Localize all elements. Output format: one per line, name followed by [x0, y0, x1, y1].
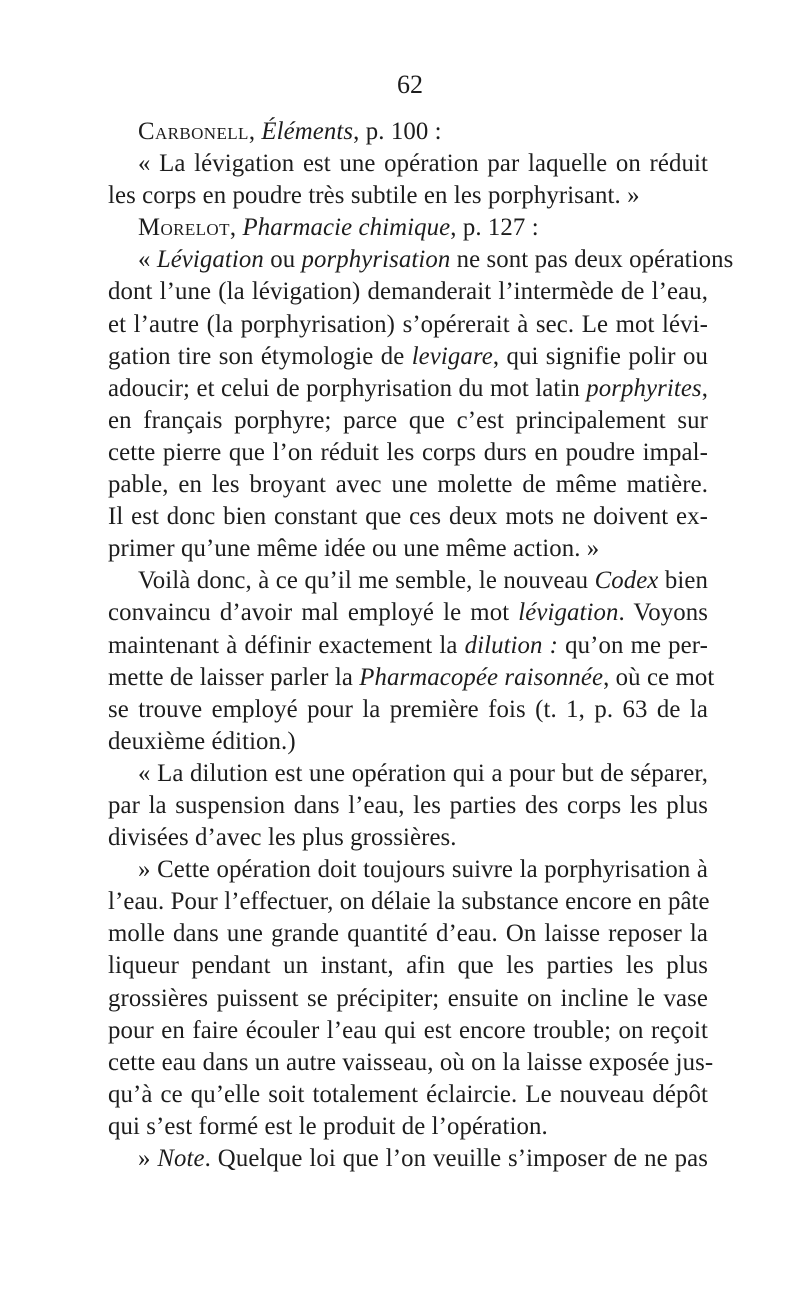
text-line	[108, 373, 708, 405]
author-name: Morelot	[138, 214, 230, 242]
text-line	[108, 983, 708, 1015]
text-line	[108, 533, 708, 565]
italic-text: Pharmacie chimique	[242, 214, 451, 242]
text-run: , p. 100 :	[353, 118, 442, 145]
text-run: ne sont pas deux opérations	[450, 246, 734, 274]
text-run: ,	[229, 214, 243, 242]
text-line	[108, 341, 708, 373]
text-run: «	[138, 246, 157, 274]
text-run: mette de laisser parler la	[108, 663, 360, 691]
italic-text: porphyrisation	[301, 246, 451, 274]
text-line	[108, 886, 708, 918]
text-run: ,	[701, 374, 708, 402]
text-run: par la suspension dans l’eau, les parties des corps les plus	[108, 791, 708, 819]
text-line	[108, 501, 708, 533]
page-number: 62	[397, 70, 423, 99]
text-run: convaincu d’avoir mal employé le mot	[108, 599, 519, 627]
text-line	[108, 918, 708, 950]
text-run: Voilà donc, à ce qu’il me semble, le nouveau	[138, 567, 595, 595]
text-line	[108, 950, 708, 982]
book-page	[108, 68, 734, 1175]
text-line	[108, 180, 708, 212]
text-run: adoucir; et celui de porphyrisation du mot latin	[108, 374, 587, 402]
text-run: divisées d’avec les plus grossières.	[108, 824, 457, 852]
text-line	[108, 822, 708, 854]
italic-text: Éléments	[261, 118, 354, 145]
text-line	[108, 276, 708, 308]
text-run: »	[138, 1145, 158, 1172]
text-run: ou	[263, 246, 302, 274]
author-name: Carbonell	[138, 118, 249, 145]
text-run: qu’on me per-	[558, 631, 708, 659]
text-line	[108, 1079, 708, 1111]
text-line	[108, 597, 708, 629]
text-run: dont l’une (la lévigation) demanderait l’intermède de l’eau,	[108, 278, 708, 306]
text-line	[108, 1111, 708, 1143]
text-run: maintenant à définir exactement la	[108, 631, 465, 659]
italic-text: Lévigation	[156, 246, 264, 274]
italic-text: Pharmacopée raisonnée	[359, 663, 604, 691]
text-run: se trouve employé pour la première fois (t. 1, p. 63 de la	[108, 695, 708, 723]
text-run: bien	[658, 567, 708, 595]
text-run: grossières puissent se précipiter; ensuite on incline le vase	[108, 984, 708, 1012]
text-run: molle dans une grande quantité d’eau. On laisse reposer la	[108, 920, 708, 948]
text-run: pour en faire écouler l’eau qui est encore trouble; on reçoit	[108, 1016, 708, 1044]
text-run: en français porphyre; parce que c’est principalement sur	[108, 406, 708, 434]
text-line	[108, 758, 708, 790]
text-run: gation tire son étymologie de	[108, 342, 412, 370]
text-run: les corps en poudre très subtile en les porphyrisant. »	[108, 182, 640, 210]
text-run: l’eau. Pour l’effectuer, on délaie la substance encore en pâte	[108, 888, 710, 916]
text-run: » Cette opération doit toujours suivre la porphyrisation à	[138, 856, 708, 884]
italic-text: Codex	[594, 567, 659, 595]
text-line	[108, 662, 715, 694]
text-run: primer qu’une même idée ou une même action. »	[108, 535, 600, 563]
italic-text: dilution :	[464, 631, 559, 659]
text-run: ,	[248, 118, 262, 145]
text-line	[108, 1143, 708, 1175]
text-run: qui s’est formé est le produit de l’opération.	[108, 1112, 548, 1140]
italic-text: levigare	[411, 342, 493, 370]
text-line	[108, 148, 708, 180]
text-run: qu’à ce qu’elle soit totalement éclaircie. Le nouveau dépôt	[108, 1080, 708, 1108]
text-run: deuxième édition.)	[108, 727, 296, 755]
text-run: . Quelque loi que l’on veuille s’imposer de ne pas	[204, 1145, 708, 1172]
text-line	[108, 1047, 714, 1079]
text-line	[108, 790, 708, 822]
text-run: « La lévigation est une opération par laquelle on réduit	[138, 150, 708, 178]
text-run: , p. 127 :	[450, 214, 539, 242]
text-line	[108, 469, 708, 501]
text-run: liqueur pendant un instant, afin que les parties les plus	[108, 952, 708, 980]
text-run: cette eau dans un autre vaisseau, où on la laisse exposée jus-	[108, 1048, 714, 1076]
text-run: , où ce mot	[603, 663, 715, 691]
text-line	[108, 565, 708, 597]
text-line	[108, 116, 708, 148]
text-line	[108, 1015, 708, 1047]
text-run: pable, en les broyant avec une molette de même matière.	[108, 471, 708, 499]
italic-text: lévigation	[518, 599, 619, 627]
text-line	[108, 630, 708, 662]
text-line	[108, 726, 708, 758]
text-run: et l’autre (la porphyrisation) s’opérerait à sec. Le mot lévi-	[108, 310, 708, 338]
text-line	[108, 694, 708, 726]
text-run: Il est donc bien constant que ces deux mots ne doivent ex-	[108, 503, 708, 531]
text-run: « La dilution est une opération qui a pour but de séparer,	[138, 759, 708, 787]
text-run: , qui signifie polir ou	[492, 342, 708, 370]
text-line	[108, 244, 734, 276]
text-run: . Voyons	[618, 599, 708, 627]
text-line	[108, 309, 708, 341]
italic-text: Note	[157, 1145, 205, 1172]
text-line	[108, 212, 708, 244]
text-run: cette pierre que l’on réduit les corps durs en poudre impal-	[108, 438, 708, 466]
text-line	[108, 437, 708, 469]
page-text-body	[108, 116, 734, 1175]
text-line	[108, 854, 708, 886]
italic-text: porphyrites	[586, 374, 702, 402]
text-line	[108, 405, 708, 437]
